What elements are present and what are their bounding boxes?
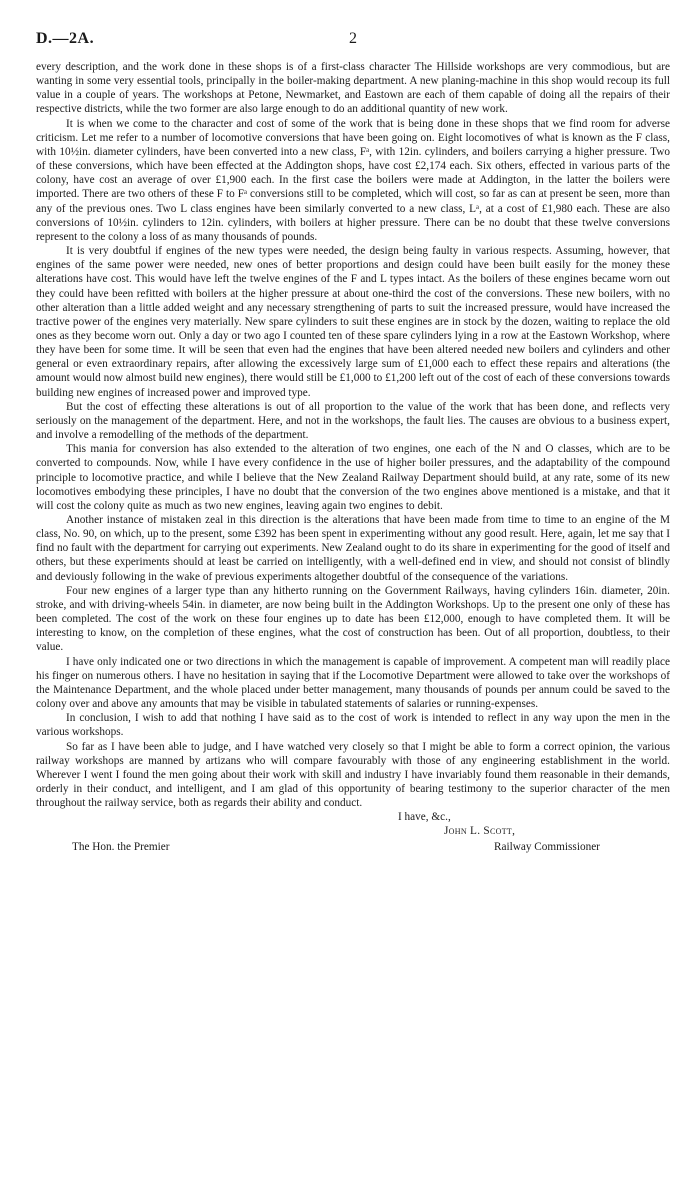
paragraph: This mania for conversion has also extended to the alteration of two engines, one each of the N and O classes, which are to be converted to compounds. Now, while I have every confidence in the use of higher boiler pressures, and the adaptability of the compound principle to locomotive practice, and while I believe that the New Zealand Railway Department should build, at any rate, some of its new locomotives embodying these principles, I have no doubt that the conversion of the two engines above mentioned is a mistake, and that it will cost the colony quite as much as two new engines, leaving again two engines to debit. [36,443,670,512]
paragraph: So far as I have been able to judge, and I have watched very closely so that I might be able to form a correct opinion, the various railway workshops are manned by artizans who will compare favourably with those of any engineering establishment in the world. Wherever I went I found the men going about their work with skill and industry I have invariably found them reasonable in their demands, orderly in their conduct, and intelligent, and I am glad of this opportunity of bearing testimony to the superior character of the men throughout the railway service, both as regards their ability and conduct. [36,740,670,810]
paragraph: But the cost of effecting these alterations is out of all proportion to the value of the work that has been done, and reflects very seriously on the management of the department. Here, and not in the workshops, the fault lies. The causes are obvious to a business expert, and involve a remodelling of the methods of the department. [36,400,670,442]
addressee: The Hon. the Premier [72,841,170,854]
sign-off: I have, &c., [398,811,451,824]
signatory-name: John L. Scott, [444,825,516,838]
paragraph: It is very doubtful if engines of the new types were needed, the design being faulty in various respects. Assuming, however, that engines of the same power were needed, new ones of better proportions and design could have been built easily for the money these alterations have cost. This would have left the twelve engines of the F and L types intact. As the boilers of these engines became worn out they could have been refitted with boilers at the higher pressure at about one-third the cost of the conversions. These new boilers, with no other alteration than a little added weight and any necessary strengthening of parts to suit the increased pressure, would have increased the tractive power of the engines very materially. New spare cylinders to suit these engines are in stock by the dozen, waiting to replace the old ones as they become worn out. Only a day or two ago I counted ten of these spare cylinders lying in a row at the Eastown Workshop, where they have been for some time. It will be seen that even had the engines that have been altered needed new boilers and cylinders and other general or even extraordinary repairs, after allowing the excessively large sum of £1,000 each to effect these repairs and alterations (the amount would now almost build new engines), there would still be £1,000 to £1,200 left out of the cost of each of these conversions towards building new engines of increased power and improved type. [36,245,670,399]
paragraph: Another instance of mistaken zeal in this direction is the alterations that have been made from time to time to an engine of the M class, No. 90, on which, up to the present, some £392 has been spent in experimenting without any good result. Here, again, let me say that I find no fault with the department for carrying out experiments. New Zealand ought to do its share in experimenting for the good of itself and others, but these experiments should at least be carried on intelligently, with a well-defined end in view, and should not consist of blindly and deviously following in the wake of previous experiments altogether doubtful of the consequence of the variations. [36,514,670,583]
signatory-title: Railway Commissioner [494,841,600,854]
letter-closing [36,810,670,870]
paragraph: In conclusion, I wish to add that nothing I have said as to the cost of work is intended to reflect in any way upon the men in the various workshops. [36,712,670,739]
paragraph: Four new engines of a larger type than any hitherto running on the Government Railways, having cylinders 16in. diameter, 20in. stroke, and with driving-wheels 54in. in diameter, are now being built in the Addington Workshops. Up to the present one only of these has been completed. The cost of the work on these four engines up to date has been £12,000, enough to have completed them. It will be interesting to know, on the completion of these engines, what the cost of construction has been. Out of all proportion, doubtless, to their value. [36,584,670,654]
body-text [36,60,670,810]
paragraph: I have only indicated one or two directions in which the management is capable of improvement. A competent man will readily place his finger on numerous others. I have no hesitation in saying that if the Locomotive Department were allowed to take over the workshops of the Maintenance Department, and the whole placed under better management, many thousands of pounds per annum could be saved to the colony over and above any amounts that may be visible in tabulated statements of salaries or running-expenses. [36,655,670,711]
page-number: 2 [349,30,357,47]
document-reference: D.—2A. [36,30,95,47]
paragraph: every description, and the work done in these shops is of a first-class character The Hillside workshops are very commodious, but are wanting in some very essential tools, principally in the boiler-making department. A new planing-machine in this shop would recoup its full value in a couple of years. The workshops at Petone, Newmarket, and Eastown are each of them capable of doing all the repairs of their respective districts, while the two former are also large enough to do an additional quantity of new work. [36,61,670,116]
page-header [36,30,670,60]
paragraph: It is when we come to the character and cost of some of the work that is being done in these shops that we find room for adverse criticism. Let me refer to a number of locomotive conversions that have been going on. Eight locomotives of what is known as the F class, with 10½in. diameter cylinders, have been converted into a new class, Fᵃ, with 12in. cylinders, and boilers carrying a higher pressure. Two of these conversions, which have been effected at the Addington shops, have cost £2,174 each. Six others, effected in various parts of the colony, have cost an average of over £1,900 each. In the first case the boilers were made at Addington, in the latter the boilers were imported. There are two others of these F to Fᵃ conversions still to be completed, which will cost, so far as can at present be seen, more than any of the previous ones. Two L class engines have been similarly converted to a new class, Lᵃ, at a cost of £1,980 each. These are also conversions of 10½in. cylinders to 12in. cylinders, with boilers at higher pressure. There can be no doubt that these twelve conversions represent to the colony a loss of as many thousands of pounds. [36,117,670,243]
